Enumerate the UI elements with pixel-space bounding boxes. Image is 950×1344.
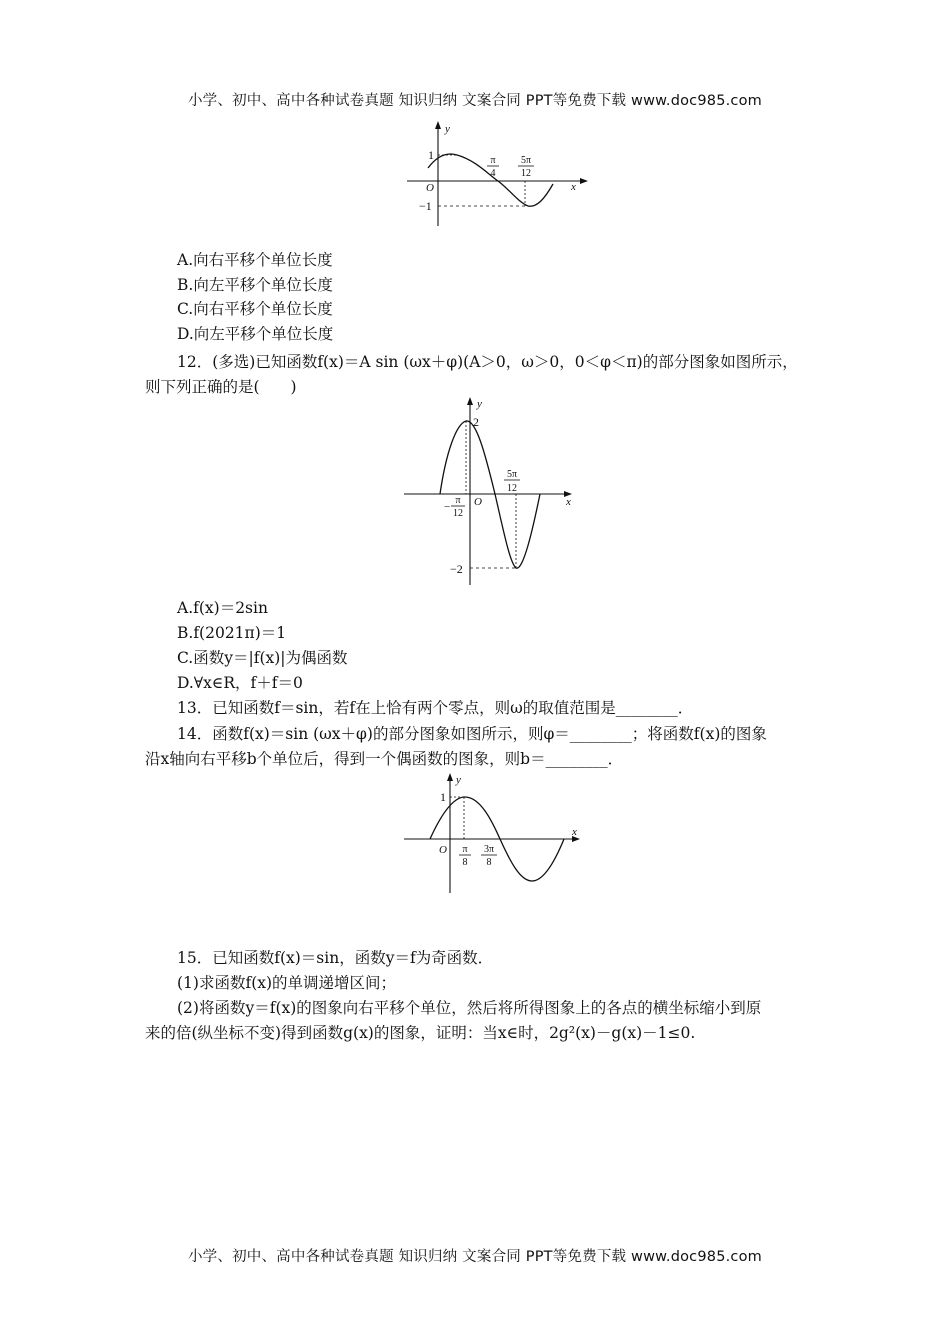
y-axis-label: y [445, 123, 450, 135]
origin-label: O [426, 182, 434, 194]
q15-stem: 15．已知函数f(x)＝sin，函数y＝f为奇函数． [177, 949, 494, 967]
q14-stem-line1: 14．函数f(x)＝sin (ωx＋φ)的部分图象如图所示，则φ＝________；将函数f(x)的图象 [177, 725, 767, 743]
q12-stem-line2: 则下列正确的是( ) [145, 378, 297, 396]
tick1-sign: − [444, 501, 451, 513]
q12-option-c: C.函数y＝|f(x)|为偶函数 [177, 649, 348, 667]
q11-option-c: C.向右平移个单位长度 [177, 300, 333, 318]
tick2-denominator: 8 [486, 857, 492, 868]
tick2-denominator: 12 [521, 168, 531, 179]
y-tick-one: 1 [428, 148, 434, 162]
x-axis-label: x [566, 496, 571, 508]
origin-label: O [474, 496, 482, 508]
q15-part1: (1)求函数f(x)的单调递增区间； [177, 974, 397, 992]
q15-part2-line1: (2)将函数y＝f(x)的图象向右平移个单位，然后将所得图象上的各点的横坐标缩小到原 [177, 999, 762, 1017]
page-footer: 小学、初中、高中各种试卷真题 知识归纳 文案合同 PPT等免费下载 www.doc985.com [187, 1249, 763, 1265]
q12-option-d: D.∀x∈R，f＋f＝0 [177, 674, 303, 692]
q13-stem: 13．已知函数f＝sin，若f在上恰有两个零点，则ω的取值范围是________． [177, 699, 694, 717]
tick1-denominator: 8 [462, 857, 468, 868]
q11-option-b: B.向左平移个单位长度 [177, 276, 333, 294]
tick2-numerator: 3π [483, 844, 495, 855]
q12-option-a: A.f(x)＝2sin [177, 599, 268, 617]
q14-stem-line2: 沿x轴向右平移b个单位后，得到一个偶函数的图象，则b＝________． [145, 750, 624, 768]
tick1-numerator: π [462, 844, 468, 855]
tick2-numerator: 5π [506, 469, 518, 480]
graph-figure-2 [400, 393, 580, 588]
y-tick-neg-one: −1 [419, 199, 432, 213]
tick1-denominator: 4 [490, 168, 496, 179]
x-axis-label: x [572, 826, 577, 838]
y-axis-label: y [456, 774, 461, 786]
page-header: 小学、初中、高中各种试卷真题 知识归纳 文案合同 PPT等免费下载 www.doc985.com [187, 93, 763, 109]
tick1-numerator: π [490, 155, 496, 166]
y-tick-neg-two: −2 [450, 562, 463, 576]
y-axis-label: y [477, 398, 482, 410]
graph-figure-3 [400, 765, 590, 895]
y-tick-two: 2 [473, 415, 479, 429]
x-axis-label: x [571, 181, 576, 193]
y-tick-one: 1 [440, 790, 446, 804]
q12-stem-line1: 12．(多选)已知函数f(x)＝A sin (ωx＋φ)(A＞0，ω＞0，0＜φ＜π)的部分图象如图所示， [177, 353, 798, 371]
q11-option-a: A.向右平移个单位长度 [177, 251, 333, 269]
q11-option-d: D.向左平移个单位长度 [177, 325, 334, 343]
graph-figure-1 [395, 118, 595, 228]
tick2-numerator: 5π [520, 155, 532, 166]
tick1-denominator: 12 [453, 508, 463, 519]
q12-option-b: B.f(2021π)＝1 [177, 624, 287, 642]
tick1-numerator: π [455, 495, 461, 506]
origin-label: O [439, 844, 447, 856]
q15-part2-line2: 来的倍(纵坐标不变)得到函数g(x)的图象，证明：当x∈时，2g²(x)－g(x)－1≤0. [145, 1024, 696, 1042]
tick2-denominator: 12 [507, 483, 517, 494]
